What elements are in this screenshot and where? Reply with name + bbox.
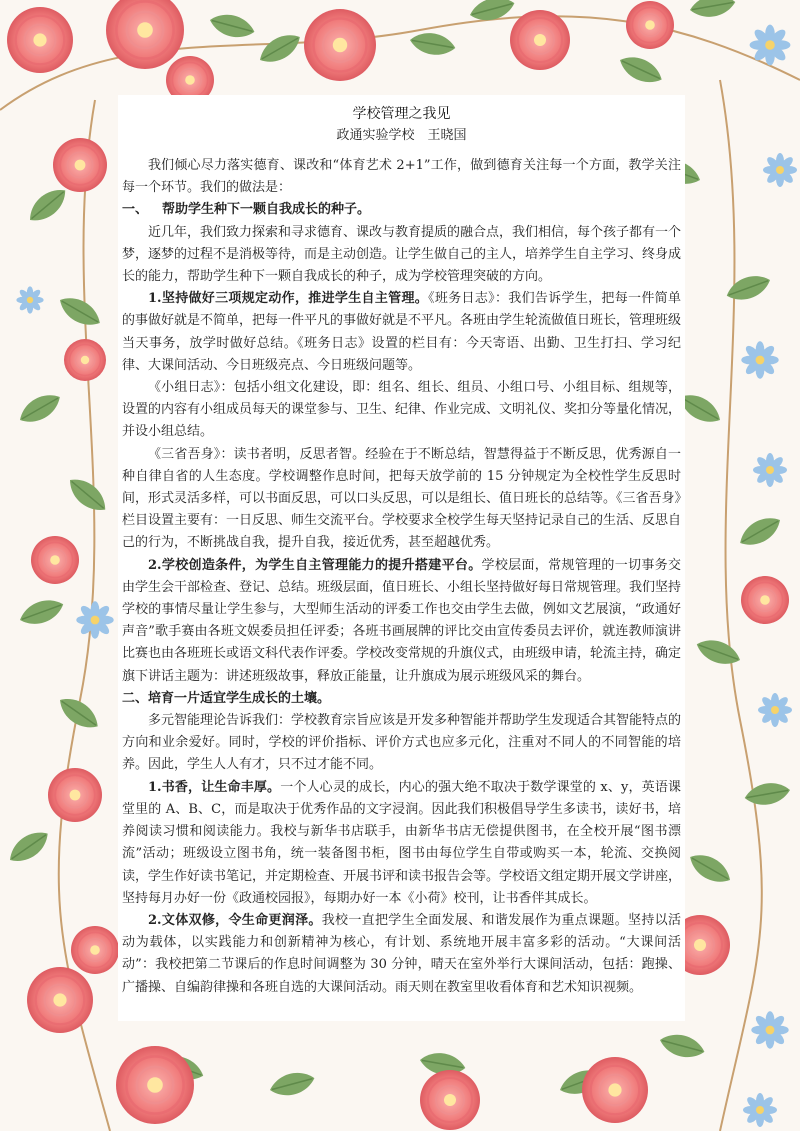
section2-item2 (122, 910, 681, 999)
flower-decoration (48, 768, 102, 822)
flower-decoration (31, 536, 79, 584)
article-page (118, 95, 685, 1021)
blue-blossom (76, 601, 113, 638)
flower-decoration (71, 926, 119, 974)
section2-item1-lead: 1.书香，让生命丰厚。 (148, 779, 281, 795)
flower-decoration (53, 138, 107, 192)
flower-decoration (27, 967, 93, 1033)
section1-number: 一、 (122, 202, 149, 218)
section2-item1-text: 一个人心灵的成长，内心的强大绝不取决于数学课堂的 x、y，英语课堂里的 A、B、C，而是取决于优秀作品的文字浸润。因此我们积极倡导学生多读书，读好书，培养阅读习惯和阅读能力。我校与新华书店联手，由新华书店无偿提供图书，在全校开展“图书漂流”活动；班级设立图书角，统一装备图书柜，图书由每位学生自带或购买一本，轮流、交换阅读，学生作好读书笔记，并定期检查、开展书评和读书报告会等。学校语文组定期开展文学讲座，坚持每月办好一份《政通校园报》，每期办好一本《小荷》校刊，让书香伴其成长。 (122, 779, 682, 906)
section1-heading-text: 帮助学生种下一颗自我成长的种子。 (162, 202, 371, 218)
section2-item2-text: 我校一直把学生全面发展、和谐发展作为重点课题。坚持以活动为载体，以实践能力和创新精神为核心，有计划、系统地开展丰富多彩的活动。“大课间活动”：我校把第二节课后的作息时间调整为 30 分钟，晴天在室外举行大课间活动，包括：跑操、广播操、自编韵律操和各班自选的大课间活动。雨天则在教室里收看体育和艺术知识视频。 (122, 912, 681, 995)
flower-decoration (510, 10, 570, 70)
reflection-paragraph: 《三省吾身》：读书者明，反思者智。经验在于不断总结，智慧得益于不断反思，优秀源自一种自律自省的人生态度。学校调整作息时间，把每天放学前的 15 分钟规定为全校性学生反思时间，形式灵活多样，可以书面反思，可以口头反思，可以是组长、值日班长的总结等。《三省吾身》栏目设置主要有：一日反思、师生交流平台。学校要求全校学生每天坚持记录自己的生活、反思自己的行为，不断挑战自我，提升自我，接近优秀，甚至超越优秀。 (122, 446, 682, 551)
flower-decoration (7, 7, 73, 73)
section1-item1 (122, 288, 681, 377)
blue-blossom (751, 1011, 788, 1048)
section2-item1 (122, 777, 681, 910)
section1-item1-text: 《班务日志》：我们告诉学生，把每一件简单的事做好就是不简单，把每一件平凡的事做好就是不平凡。各班由学生轮流做值日班长，管理班级当天事务，放学时做好总结。《班务日志》设置的栏目有：今天寄语、出勤、卫生打扫、学习纪律、大课间活动、今日班级亮点、今日班级问题等。 (122, 291, 682, 373)
section2-paragraph: 多元智能理论告诉我们：学校教育宗旨应该是开发多种智能并帮助学生发现适合其智能特点的方向和业余爱好。同时，学校的评价指标、评价方式也应多元化，注重对不同人的不同智能的培养。因此，学生人人有才，只不过才能不同。 (122, 713, 682, 773)
article-title: 学校管理之我见 (352, 106, 451, 122)
blue-blossom (750, 25, 791, 66)
article-author: 政通实验学校 王晓国 (336, 128, 467, 143)
flower-decoration (626, 1, 674, 49)
flower-decoration (116, 1046, 194, 1124)
flower-decoration (420, 1070, 480, 1130)
section1-paragraph: 近几年，我们致力探索和寻求德育、课改与教育提质的融合点，我们相信，每个孩子都有一个梦，逐梦的过程不是消极等待，而是主动创造。让学生做自己的主人，培养学生自主学习、终身成长的能力，帮助学生种下一颗自我成长的种子，成为学校管理突破的方向。 (122, 224, 682, 285)
flower-decoration (741, 576, 789, 624)
blue-blossom (753, 453, 787, 487)
blue-blossom (741, 341, 778, 378)
blue-blossom (743, 1093, 777, 1127)
section1-item2 (122, 555, 681, 688)
blue-blossom (763, 153, 797, 187)
flower-decoration (582, 1057, 648, 1123)
flower-decoration (64, 339, 106, 381)
section2-item2-lead: 2.文体双修，令生命更润泽。 (148, 912, 322, 928)
intro-paragraph: 我们倾心尽力落实德育、课改和“体育艺术 2+1”工作，做到德育关注每一个方面，教学关注每一个环节。我们的做法是： (122, 158, 681, 196)
flower-decoration (304, 9, 376, 81)
section1-item2-text: 学校层面，常规管理的一切事务交由学生会干部检查、登记、总结。班级层面，值日班长、小组长坚持做好每日常规管理。我们坚持学校的事情尽量让学生参与，大型师生活动的评委工作也交由学生去做，例如文艺展演，“政通好声音”歌手赛由各班文娱委员担任评委；各班书画展牌的评比交由宣传委员去评价，就连教师演讲比赛也由各班班长或语文科代表作评委。学校改变常规的升旗仪式，由班级申请，轮流主持，确定旗下讲话主题为：讲述班级故事，释放正能量，让升旗成为展示班级风采的舞台。 (122, 557, 682, 684)
group-log-paragraph: 《小组日志》：包括小组文化建设，即：组名、组长、组员、小组口号、小组目标、组规等，设置的内容有小组成员每天的课堂参与、卫生、纪律、作业完成、文明礼仪、奖扣分等量化情况，并设小组总结。 (122, 380, 682, 440)
section1-item2-lead: 2.学校创造条件，为学生自主管理能力的提升搭建平台。 (148, 557, 482, 573)
blue-blossom (758, 693, 792, 727)
section2-heading: 二、培育一片适宜学生成长的土壤。 (122, 690, 331, 706)
section1-heading (122, 199, 681, 221)
blue-blossom (16, 286, 43, 313)
section1-item1-lead: 1.坚持做好三项规定动作，推进学生自主管理。 (148, 291, 429, 307)
